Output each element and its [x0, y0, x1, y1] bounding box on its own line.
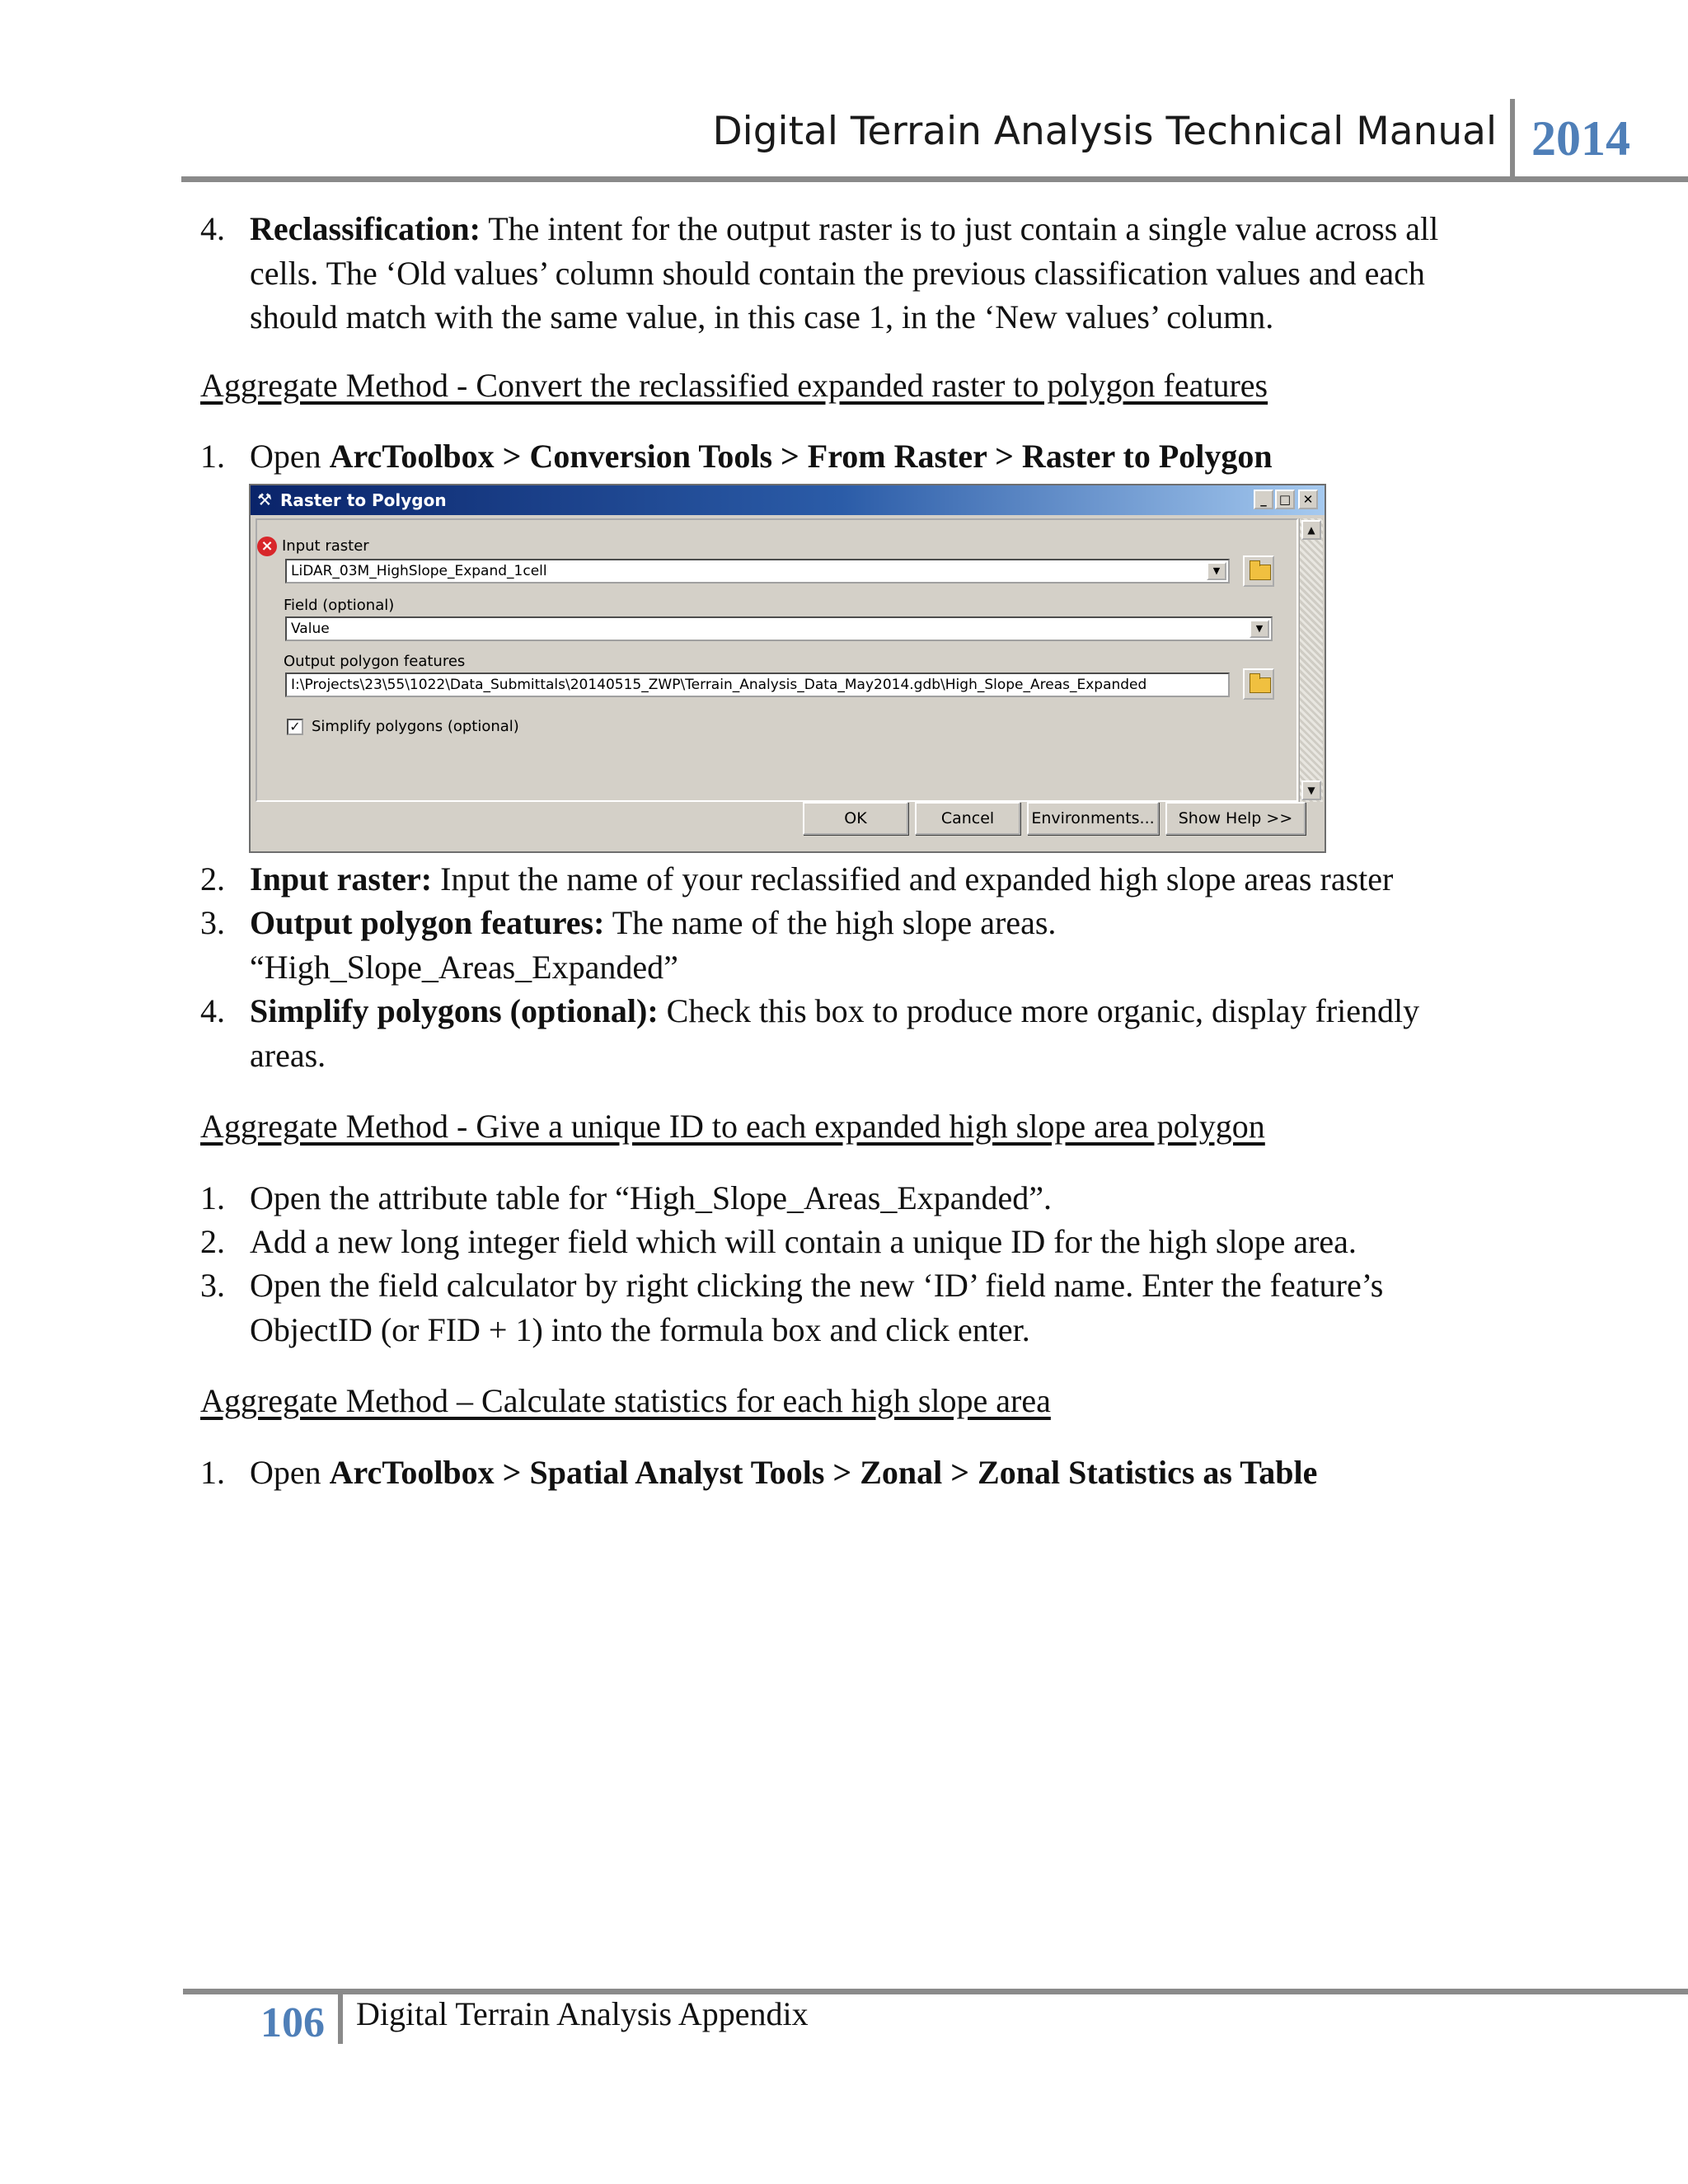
item-label: Reclassification: — [250, 210, 481, 247]
item-number: 3. — [200, 1267, 225, 1304]
folder-icon — [1250, 677, 1271, 693]
input-raster-label: Input raster — [282, 537, 369, 555]
menu-path: ArcToolbox > Spatial Analyst Tools > Zonal > Zonal Statistics as Table — [329, 1454, 1318, 1491]
dropdown-arrow-icon[interactable]: ▼ — [1250, 620, 1269, 638]
scroll-up-icon[interactable]: ▲ — [1301, 520, 1321, 540]
item-body — [250, 1451, 1470, 1495]
output-polygon-field[interactable] — [285, 673, 1230, 697]
field-select[interactable] — [285, 616, 1273, 641]
item-number: 3. — [200, 904, 225, 941]
item-text: Input the name of your reclassified and expanded high slope areas raster — [432, 860, 1394, 898]
footer-divider — [338, 1993, 343, 2044]
section-heading: Aggregate Method - Convert the reclassified expanded raster to polygon features — [200, 367, 1268, 404]
dialog-titlebar[interactable] — [251, 485, 1325, 515]
item-text: The intent for the output raster is to just contain a single value across all cells. The ‘Old values’ column should contain the previous classification values and each should match with the same value, in this case 1, in the ‘New values’ column. — [250, 210, 1439, 335]
output-polygon-value: I:\Projects\23\55\1022\Data_Submittals\20140515_ZWP\Terrain_Analysis_Data_May2014.gdb\High_Slope_Areas_Expanded — [291, 677, 1147, 693]
field-label: Field (optional) — [284, 597, 395, 614]
item-number: 4. — [200, 210, 225, 247]
item-text: The name of the high slope areas. “High_Slope_Areas_Expanded” — [250, 904, 1057, 986]
raster-to-polygon-dialog — [249, 484, 1326, 853]
header-year: 2014 — [1531, 111, 1630, 166]
item-number: 1. — [200, 1454, 225, 1491]
section-heading: Aggregate Method – Calculate statistics for each high slope area — [200, 1382, 1051, 1419]
header-divider — [1510, 99, 1515, 177]
item-number: 2. — [200, 860, 225, 898]
item-body — [250, 901, 1156, 989]
item-body: Open the attribute table for “High_Slope_Areas_Expanded”. — [250, 1179, 1053, 1216]
minimize-icon[interactable]: _ — [1254, 490, 1273, 509]
show-help-button[interactable]: Show Help >> — [1165, 802, 1306, 835]
menu-path: ArcToolbox > Conversion Tools > From Raster > Raster to Polygon — [329, 438, 1273, 475]
tool-icon: ⚒ — [257, 490, 272, 509]
cancel-button[interactable]: Cancel — [915, 802, 1020, 835]
header-rule — [181, 176, 1688, 182]
close-icon[interactable]: ✕ — [1298, 490, 1318, 509]
item-body: Add a new long integer field which will contain a unique ID for the high slope area. — [250, 1223, 1357, 1260]
input-raster-field[interactable] — [285, 559, 1230, 583]
item-body — [250, 207, 1470, 340]
input-raster-value: LiDAR_03M_HighSlope_Expand_1cell — [291, 563, 547, 579]
dropdown-arrow-icon[interactable]: ▼ — [1207, 562, 1226, 580]
error-icon: × — [257, 537, 277, 556]
maximize-icon[interactable]: □ — [1275, 490, 1295, 509]
dialog-title: Raster to Polygon — [280, 490, 447, 510]
item-text: Open — [250, 438, 330, 475]
dialog-scrollbar[interactable] — [1299, 518, 1323, 802]
item-body: Open the field calculator by right clicking the new ‘ID’ field name. Enter the feature’s ObjectID (or FID + 1) into the formula box and click enter. — [250, 1267, 1384, 1348]
item-label: Input raster: — [250, 860, 433, 898]
item-body — [250, 857, 1470, 902]
footer-rule — [183, 1989, 1688, 1994]
ok-button[interactable]: OK — [803, 802, 908, 835]
output-polygon-label: Output polygon features — [284, 653, 466, 670]
output-polygon-browse-button[interactable] — [1243, 668, 1274, 700]
item-body — [250, 434, 1470, 479]
item-number: 1. — [200, 1179, 225, 1216]
header-title: Digital Terrain Analysis Technical Manual — [712, 109, 1497, 154]
page-number: 106 — [260, 1999, 325, 2046]
simplify-polygons-label: Simplify polygons (optional) — [312, 718, 519, 735]
item-number: 2. — [200, 1223, 225, 1260]
environments-button[interactable]: Environments... — [1027, 802, 1159, 835]
field-select-value: Value — [291, 621, 330, 637]
footer-text: Digital Terrain Analysis Appendix — [356, 1995, 809, 2032]
item-text: Open — [250, 1454, 330, 1491]
item-body — [250, 989, 1470, 1077]
item-number: 1. — [200, 438, 225, 475]
section-heading: Aggregate Method - Give a unique ID to each expanded high slope area polygon — [200, 1108, 1265, 1145]
folder-icon — [1250, 565, 1271, 580]
item-text: Check this box to produce more organic, display friendly areas. — [250, 992, 1420, 1074]
scroll-down-icon[interactable]: ▼ — [1301, 780, 1321, 800]
input-raster-browse-button[interactable] — [1243, 555, 1274, 587]
item-label: Simplify polygons (optional): — [250, 992, 659, 1029]
simplify-polygons-checkbox[interactable]: ✓ — [287, 719, 303, 735]
item-number: 4. — [200, 992, 225, 1029]
item-label: Output polygon features: — [250, 904, 605, 941]
